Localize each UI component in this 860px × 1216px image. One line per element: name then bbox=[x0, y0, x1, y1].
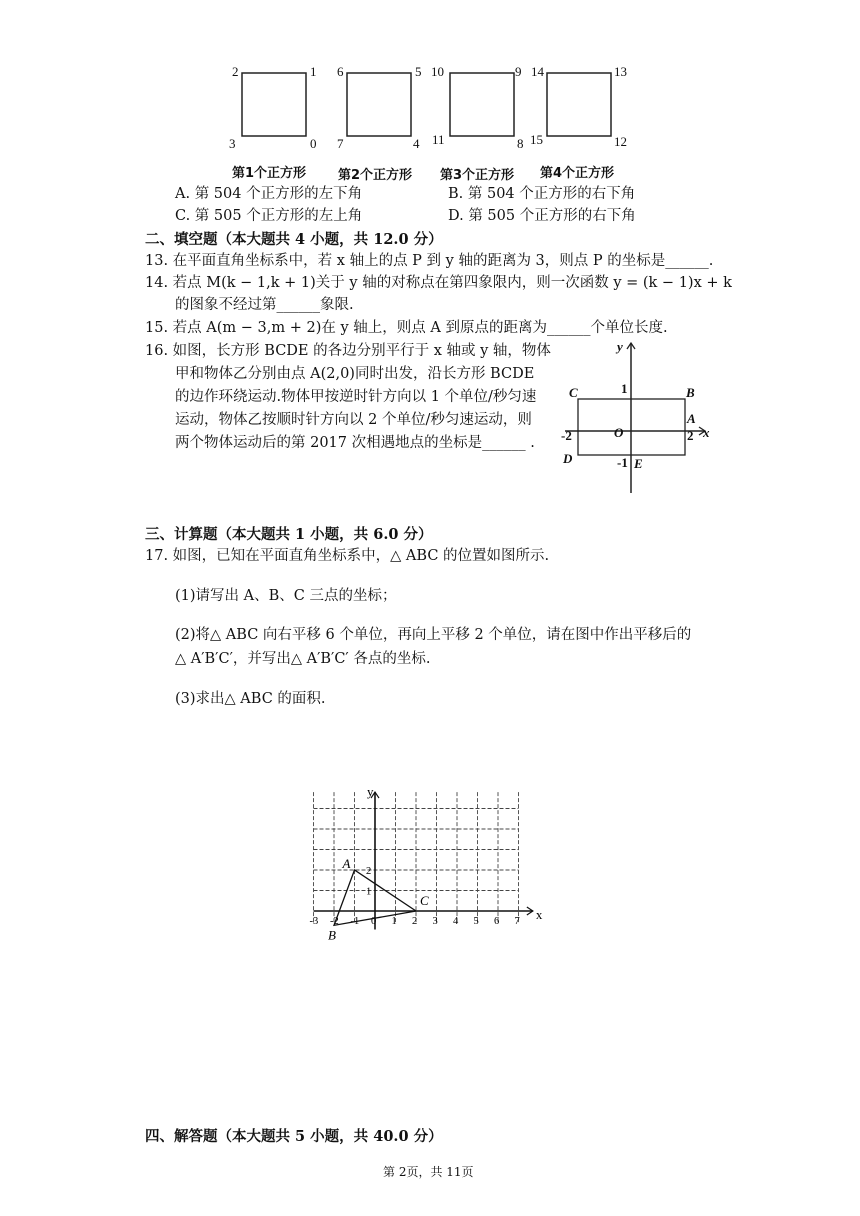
square-4-corner-bl: 15 bbox=[530, 132, 543, 147]
q16-point-b: B bbox=[686, 385, 695, 400]
square-1-corner-br: 0 bbox=[310, 136, 317, 151]
question-13: 13. 在平面直角坐标系中，若 x 轴上的点 P 到 y 轴的距离为 3，则点 P 的坐标是______. bbox=[145, 253, 714, 269]
question-17-part-2-line-2: △ A′B′C′，并写出△ A′B′C′ 各点的坐标. bbox=[175, 651, 431, 667]
x-tick-label: -1 bbox=[350, 916, 360, 927]
q16-tick-2: 2 bbox=[687, 428, 694, 443]
square-1-corner-tr: 1 bbox=[310, 64, 317, 79]
q12-option-d: D. 第 505 个正方形的右下角 bbox=[448, 208, 636, 224]
q16-origin-label: O bbox=[614, 425, 624, 440]
square-4-corner-tr: 13 bbox=[614, 64, 627, 79]
square-2-corner-br: 4 bbox=[413, 136, 420, 151]
x-tick-label: 6 bbox=[494, 916, 500, 927]
question-17-part-3: (3)求出△ ABC 的面积. bbox=[175, 691, 326, 707]
x-tick-label: 7 bbox=[514, 916, 520, 927]
q16-tick-minus-2: -2 bbox=[561, 428, 572, 443]
square-2-caption: 第2个正方形 bbox=[338, 168, 413, 183]
x-tick-label: 1 bbox=[391, 916, 397, 927]
x-tick-label: -3 bbox=[309, 916, 319, 927]
q16-point-d: D bbox=[563, 451, 573, 466]
q16-x-label: x bbox=[703, 425, 710, 440]
y-tick-label: 1 bbox=[366, 886, 372, 898]
question-16-line-1: 16. 如图，长方形 BCDE 的各边分别平行于 x 轴或 y 轴，物体 bbox=[145, 343, 551, 359]
question-14-line-2: 的图象不经过第______象限. bbox=[175, 297, 354, 313]
q16-tick-1: 1 bbox=[621, 381, 628, 396]
x-tick-label: 3 bbox=[432, 916, 438, 927]
section-2-title: 二、填空题（本大题共 4 小题，共 12.0 分） bbox=[145, 231, 443, 248]
y-tick-label: 2 bbox=[366, 866, 372, 877]
x-tick-label: 4 bbox=[453, 916, 459, 927]
square-4-caption: 第4个正方形 bbox=[540, 166, 615, 181]
square-4-corner-tl: 14 bbox=[531, 64, 544, 79]
q16-point-e: E bbox=[634, 456, 643, 471]
question-17-part-1: (1)请写出 A、B、C 三点的坐标； bbox=[175, 588, 397, 604]
question-16-line-4: 运动，物体乙按顺时针方向以 2 个单位/秒匀速运动，则 bbox=[175, 412, 532, 428]
square-3 bbox=[450, 73, 514, 136]
x-tick-label: 0 bbox=[371, 916, 377, 927]
square-3-corner-br: 8 bbox=[517, 136, 524, 151]
square-1-corner-tl: 2 bbox=[232, 64, 239, 79]
q12-option-b: B. 第 504 个正方形的右下角 bbox=[448, 186, 636, 202]
square-2-corner-tr: 5 bbox=[415, 64, 422, 79]
question-15: 15. 若点 A(m − 3,m + 2)在 y 轴上，则点 A 到原点的距离为______个单位长度. bbox=[145, 320, 668, 336]
y-axis-label: y bbox=[367, 784, 374, 800]
q12-option-c: C. 第 505 个正方形的左上角 bbox=[175, 208, 363, 224]
question-14-line-1: 14. 若点 M(k − 1,k + 1)关于 y 轴的对称点在第四象限内，则一次函数 y = (k − 1)x + k bbox=[145, 275, 732, 291]
square-4-corner-br: 12 bbox=[614, 134, 627, 149]
square-3-corner-tr: 9 bbox=[515, 64, 522, 79]
question-16-line-3: 的边作环绕运动.物体甲按逆时针方向以 1 个单位/秒匀速 bbox=[175, 389, 537, 405]
x-tick-label: 5 bbox=[473, 916, 479, 927]
square-4 bbox=[547, 73, 611, 136]
q16-point-c: C bbox=[569, 385, 578, 400]
x-axis-label: x bbox=[535, 907, 543, 922]
square-3-caption: 第3个正方形 bbox=[440, 168, 515, 183]
square-2-corner-tl: 6 bbox=[337, 64, 344, 79]
q17-grid-svg bbox=[295, 765, 570, 945]
square-2-corner-bl: 7 bbox=[337, 136, 344, 151]
section-3-title: 三、计算题（本大题共 1 小题，共 6.0 分） bbox=[145, 526, 433, 543]
square-3-corner-bl: 11 bbox=[432, 132, 445, 147]
point-c-label: C bbox=[420, 893, 429, 908]
page-footer: 第 2页，共 11页 bbox=[383, 1165, 474, 1179]
point-b-label: B bbox=[328, 927, 336, 943]
square-3-corner-tl: 10 bbox=[431, 64, 444, 79]
square-1-caption: 第1个正方形 bbox=[232, 166, 307, 181]
q16-y-label: y bbox=[617, 339, 623, 354]
question-16-line-2: 甲和物体乙分别由点 A(2,0)同时出发，沿长方形 BCDE bbox=[175, 366, 535, 382]
x-tick-label: -2 bbox=[330, 916, 339, 927]
square-2 bbox=[347, 73, 411, 136]
question-16-line-5: 两个物体运动后的第 2017 次相遇地点的坐标是______ . bbox=[175, 435, 535, 451]
question-17-stem: 17. 如图，已知在平面直角坐标系中，△ ABC 的位置如图所示. bbox=[145, 548, 550, 564]
x-tick-label: 2 bbox=[412, 916, 418, 927]
question-17-part-2-line-1: (2)将△ ABC 向右平移 6 个单位，再向上平移 2 个单位，请在图中作出平移后的 bbox=[175, 627, 692, 643]
q16-point-a: A bbox=[687, 411, 696, 426]
q16-tick-minus-1: -1 bbox=[617, 455, 628, 470]
square-1-corner-bl: 3 bbox=[229, 136, 236, 151]
q12-option-a: A. 第 504 个正方形的左下角 bbox=[175, 186, 363, 202]
point-a-label: A bbox=[342, 856, 351, 871]
square-1 bbox=[242, 73, 306, 136]
section-4-title: 四、解答题（本大题共 5 小题，共 40.0 分） bbox=[145, 1128, 443, 1145]
